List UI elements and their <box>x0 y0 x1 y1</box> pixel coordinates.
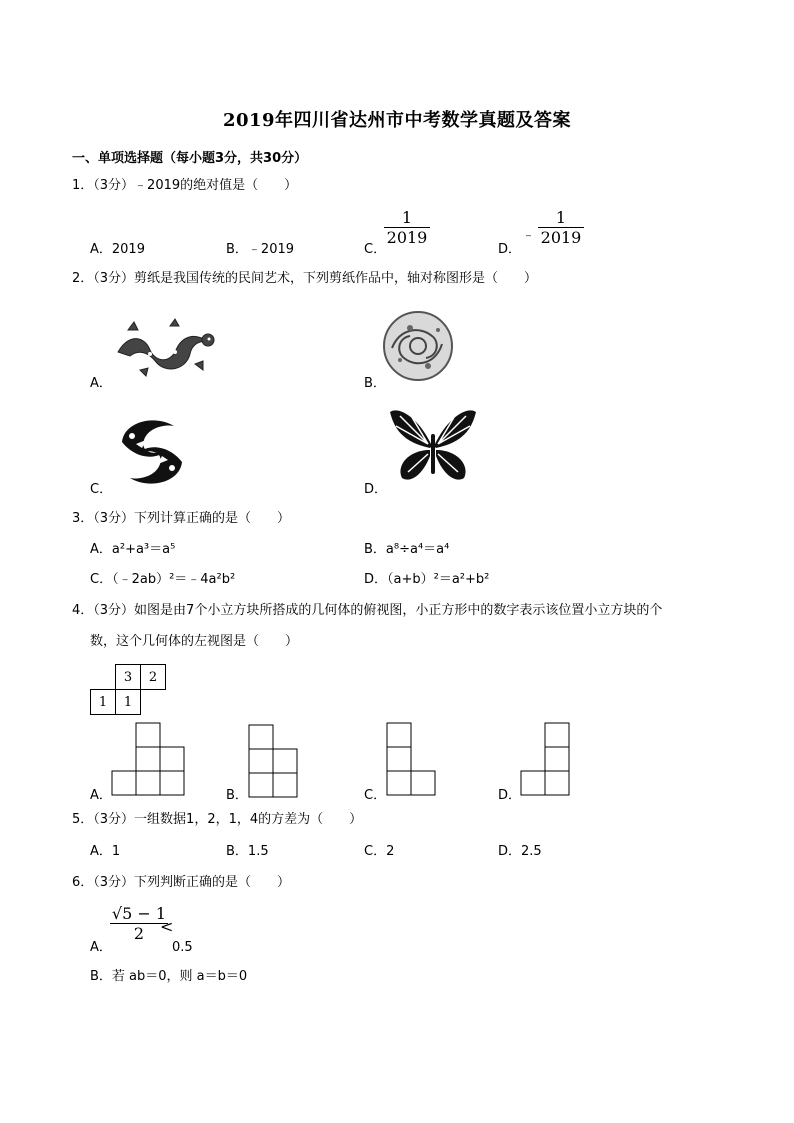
grid-cell-empty <box>141 690 166 715</box>
q6-option-a-label: A． <box>90 940 112 955</box>
q1-option-d-sign: ﹣ <box>522 228 536 243</box>
q4-option-d-view <box>520 722 570 798</box>
q4-option-b-view <box>248 724 298 800</box>
q1-option-b: B．﹣2019 <box>226 242 295 257</box>
q4-option-c: C． <box>364 788 387 803</box>
q4-top-view-grid <box>90 664 166 715</box>
q6-a-denominator: 2 <box>110 923 168 943</box>
q5-stem: 5．（3分）一组数据1，2，1，4的方差为（ ） <box>72 812 363 827</box>
q1-d-denominator: 2019 <box>538 227 584 247</box>
q1-option-d-label: D． <box>498 242 522 257</box>
q1-option-c-label: C． <box>364 242 387 257</box>
q4-option-a-view <box>112 722 184 798</box>
q3-option-a: A．a²+a³＝a⁵ <box>90 542 176 557</box>
q6-stem: 6．（3分）下列判断正确的是（ ） <box>72 875 291 890</box>
grid-cell-empty <box>91 665 116 690</box>
q2-stem: 2．（3分）剪纸是我国传统的民间艺术，下列剪纸作品中，轴对称图形是（ ） <box>72 271 538 286</box>
q2-option-d: D． <box>364 482 388 497</box>
q3-option-b: B．a⁸÷a⁴＝a⁴ <box>364 542 450 557</box>
dragon-papercut-image <box>110 312 220 382</box>
q2-option-c: C． <box>90 482 113 497</box>
q6-a-rhs: 0.5 <box>172 940 193 955</box>
grid-cell: 3 <box>116 665 141 690</box>
q6-a-relation: < <box>160 917 174 936</box>
q3-option-d: D．（a+b）²＝a²+b² <box>364 572 490 587</box>
q6-option-b: B．若 ab＝0，则 a＝b＝0 <box>90 969 248 984</box>
q4-option-c-view <box>386 722 436 798</box>
q6-a-numerator: √5 − 1 <box>111 904 167 923</box>
q2-option-a: A． <box>90 376 112 391</box>
q1-option-c-fraction <box>384 208 430 247</box>
q1-option-a: A．2019 <box>90 242 145 257</box>
q5-option-b: B．1.5 <box>226 844 269 859</box>
q1-c-numerator: 1 <box>401 208 413 227</box>
page-title: 2019年四川省达州市中考数学真题及答案 <box>222 110 572 131</box>
round-flower-papercut-image <box>380 308 456 384</box>
grid-cell: 2 <box>141 665 166 690</box>
section-heading: 一、单项选择题（每小题3分，共30分） <box>72 151 308 166</box>
q5-option-a: A．1 <box>90 844 121 859</box>
q4-stem-line2: 数，这个几何体的左视图是（ ） <box>90 634 299 649</box>
grid-cell: 1 <box>91 690 116 715</box>
q1-stem: 1．（3分）﹣2019的绝对值是（ ） <box>72 178 298 193</box>
q3-stem: 3．（3分）下列计算正确的是（ ） <box>72 511 291 526</box>
q1-d-numerator: 1 <box>555 208 567 227</box>
q4-option-d: D． <box>498 788 522 803</box>
q4-option-b: B． <box>226 788 248 803</box>
q2-option-b: B． <box>364 376 386 391</box>
fish-papercut-image <box>114 412 190 492</box>
grid-cell: 1 <box>116 690 141 715</box>
q5-option-d: D．2.5 <box>498 844 542 859</box>
q1-c-denominator: 2019 <box>384 227 430 247</box>
q1-option-d-fraction <box>538 208 584 247</box>
q4-option-a: A． <box>90 788 112 803</box>
q3-option-c: C．（﹣2ab）²＝﹣4a²b² <box>90 572 236 587</box>
q5-option-c: C．2 <box>364 844 395 859</box>
q4-stem-line1: 4．（3分）如图是由7个小立方块所搭成的几何体的俯视图，小正方形中的数字表示该位置小立方块的个 <box>72 603 663 618</box>
butterfly-papercut-image <box>388 406 478 488</box>
